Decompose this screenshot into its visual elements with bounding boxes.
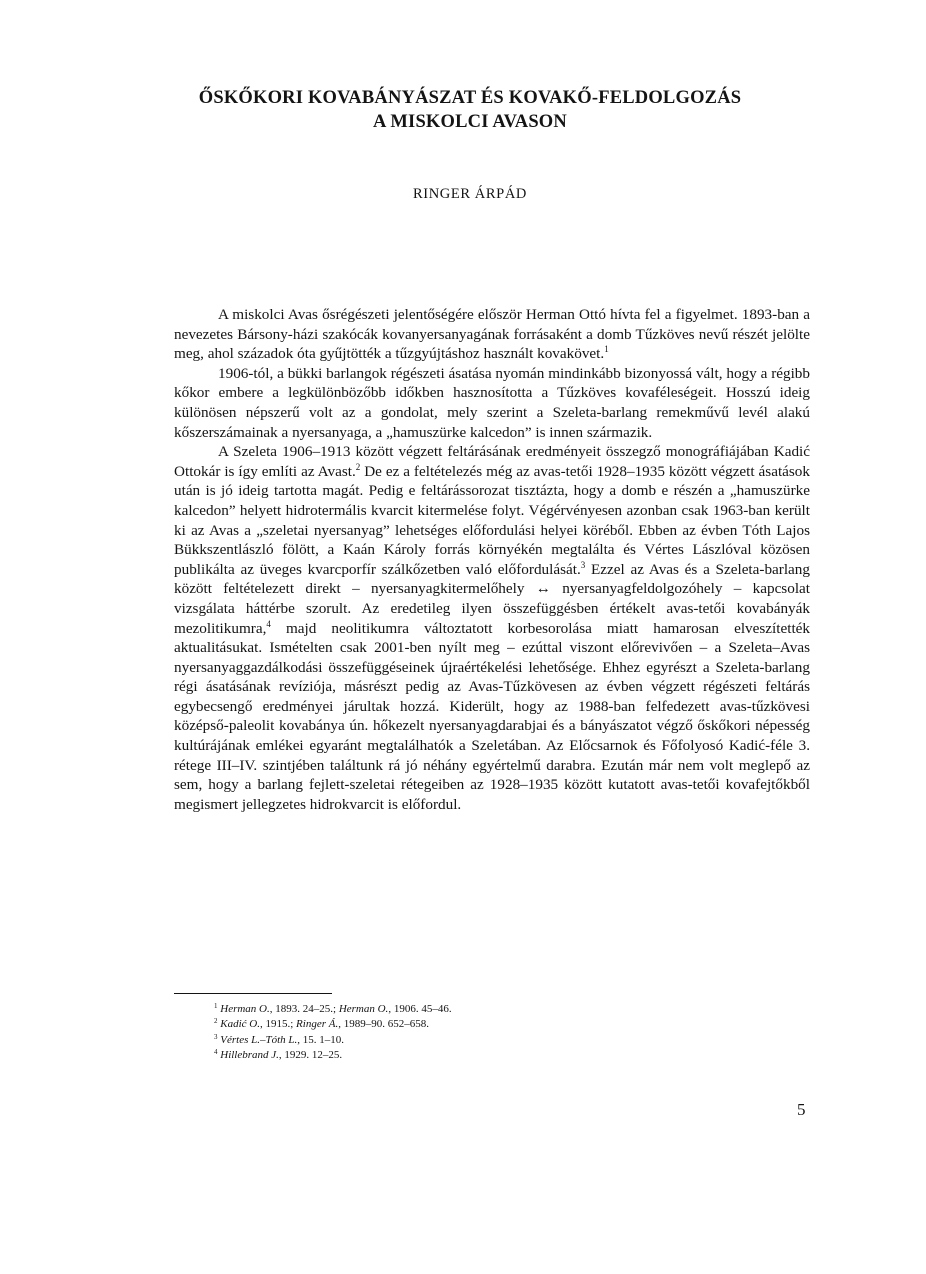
paragraph-1 [174, 305, 810, 364]
title-line-2: A MISKOLCI AVASON [373, 112, 567, 132]
footnote-text: , 1929. 12–25. [278, 1049, 343, 1062]
footnote-ref-1: 1 [604, 344, 609, 355]
page-number: 5 [797, 1100, 806, 1119]
paragraph-2-text: 1906-tól, a bükki barlangok régészeti ásatása nyomán mindinkább bizonyossá vált, hogy a régibb kőkor embere a legkülönbözőbb időkben hasznosította a Tűzköves kovaféleségeit. Hosszú ideig különösen népszerű volt az a gondolat, mely szerint a Szeleta-barlang remekművű levél alakú kőszerszámainak a nyersanyaga, a „hamuszürke kalcedon” is innen származik. [174, 364, 810, 441]
footnote-text: , 1915.; [259, 1018, 297, 1031]
footnote-ref-4: 4 [266, 618, 271, 629]
footnote-author: Kadić O. [220, 1018, 260, 1031]
paragraph-1-text: A miskolci Avas ősrégészeti jelentőségére először Herman Ottó hívta fel a figyelmet. 1893-ban a nevezetes Bársony-házi szakócák kovanyersanyagának forrásaként a domb Tűzköves nevű részét jelölte meg, ahol századok óta gyűjtötték a tűzgyújtáshoz használt kovakövet. [174, 306, 810, 363]
footnote-text: , 15. 1–10. [297, 1033, 345, 1046]
paragraph-3-text-d: majd neolitikumra változtatott korbesorolása miatt hamarosan elveszítették aktualitásukat. Ismételten csak 2001-ben nyílt meg – ezúttal viszont előrevivően – a Szeleta–Avas nyersanyaggazdálkodási összefüggéseinek újraértékelési lehetősége. Ehhez egyrészt a Szeleta-barlang régi ásatásának revíziója, másrészt pedig az Avas-Tűzkövesen az évben végzett régészeti feltárás egybecsengő eredményei járultak hozzá. Kiderült, hogy az 1988-ban felfedezett avas-tűzkövesi középső-paleolit kovabánya ún. hőkezelt nyersanyagdarabjai és a bányászatot végző őskőkori népesség kultúrájának emlékei egyaránt megtalálhatók a Szeletában. Az Előcsarnok és Főfolyosó Kadić-féle 3. rétege III–IV. szintjében találtunk rá jó néhány egyértelmű darabra. Ezután már nem volt meglepő az sem, hogy a barlang fejlett-szeletai rétegeiben az 1928–1935 között kutatott avas-tetői kovafejtőkből megismert jellegzetes hidrokvarcit is előfordul. [174, 619, 810, 813]
paragraph-2 [174, 364, 810, 442]
footnote-separator [174, 993, 332, 994]
paragraph-3-text-a: A Szeleta 1906–1913 között végzett feltárásának eredményeit összegző monográfiájában Kadić Ottokár is így említi az Avast. [174, 443, 810, 480]
footnote-number: 1 [214, 1002, 218, 1010]
footnote-4 [214, 1048, 452, 1063]
footnote-author: Vértes L.–Tóth L. [220, 1033, 298, 1046]
footnote-number: 4 [214, 1048, 218, 1057]
footnote-author: Herman O. [338, 1003, 389, 1015]
footnotes [214, 1002, 452, 1064]
paragraph-3-text-c: Ezzel az Avas és a Szeleta-barlang között feltételezett direkt – nyersanyagkitermelőhely ↔ nyersanyagfeldolgozóhely – kapcsolat vizsgálata háttérbe szorult. Az eredetileg ilyen összefüggésben értékelt avas-tetői kovabányák mezolitikumra, [174, 560, 810, 637]
footnote-ref-3: 3 [580, 559, 586, 570]
footnote-1 [214, 1002, 452, 1017]
footnote-number: 2 [214, 1017, 218, 1026]
footnote-author: Herman O. [220, 1003, 270, 1015]
paragraph-3 [174, 442, 810, 814]
title-line-1: ŐSKŐKORI KOVABÁNYÁSZAT ÉS KOVAKŐ-FELDOLGOZÁS [198, 88, 742, 108]
footnote-author: Ringer Á. [296, 1018, 339, 1031]
footnote-3 [214, 1033, 452, 1048]
footnote-text: , 1989–90. 652–658. [338, 1018, 429, 1031]
footnote-number: 3 [214, 1032, 218, 1041]
paragraph-3-text-b: De ez a feltételezés még az avas-tetői 1928–1935 között végzett ásatások után is jó ideig tartotta magát. Pedig e feltárássorozat tisztázta, hogy a domb e részén a „hamuszürke kalcedon” helyett hidrotermális kvarcit kitermelése folyt. Végérvényesen azonban csak 1963-ban került ki az Avas a „szeletai nyersanyag” lehetséges előfordulási helyei köréből. Ebben az évben Tóth Lajos Bükkszentlászló fölött, a Kaán Károly forrás környékén megtalálta és Vértes Lászlóval közösen publikálta az üveges kvarcporfír szálkőzetben való előfordulását. [174, 462, 810, 578]
footnote-2 [214, 1017, 452, 1032]
article-body [174, 305, 810, 814]
author-name: RINGER ÁRPÁD [413, 186, 527, 202]
footnote-author: Hillebrand J. [220, 1049, 279, 1062]
article-title [120, 86, 820, 134]
footnote-text: , 1906. 45–46. [388, 1003, 452, 1015]
footnote-ref-2: 2 [355, 461, 361, 472]
footnote-text: , 1893. 24–25.; [269, 1003, 339, 1015]
